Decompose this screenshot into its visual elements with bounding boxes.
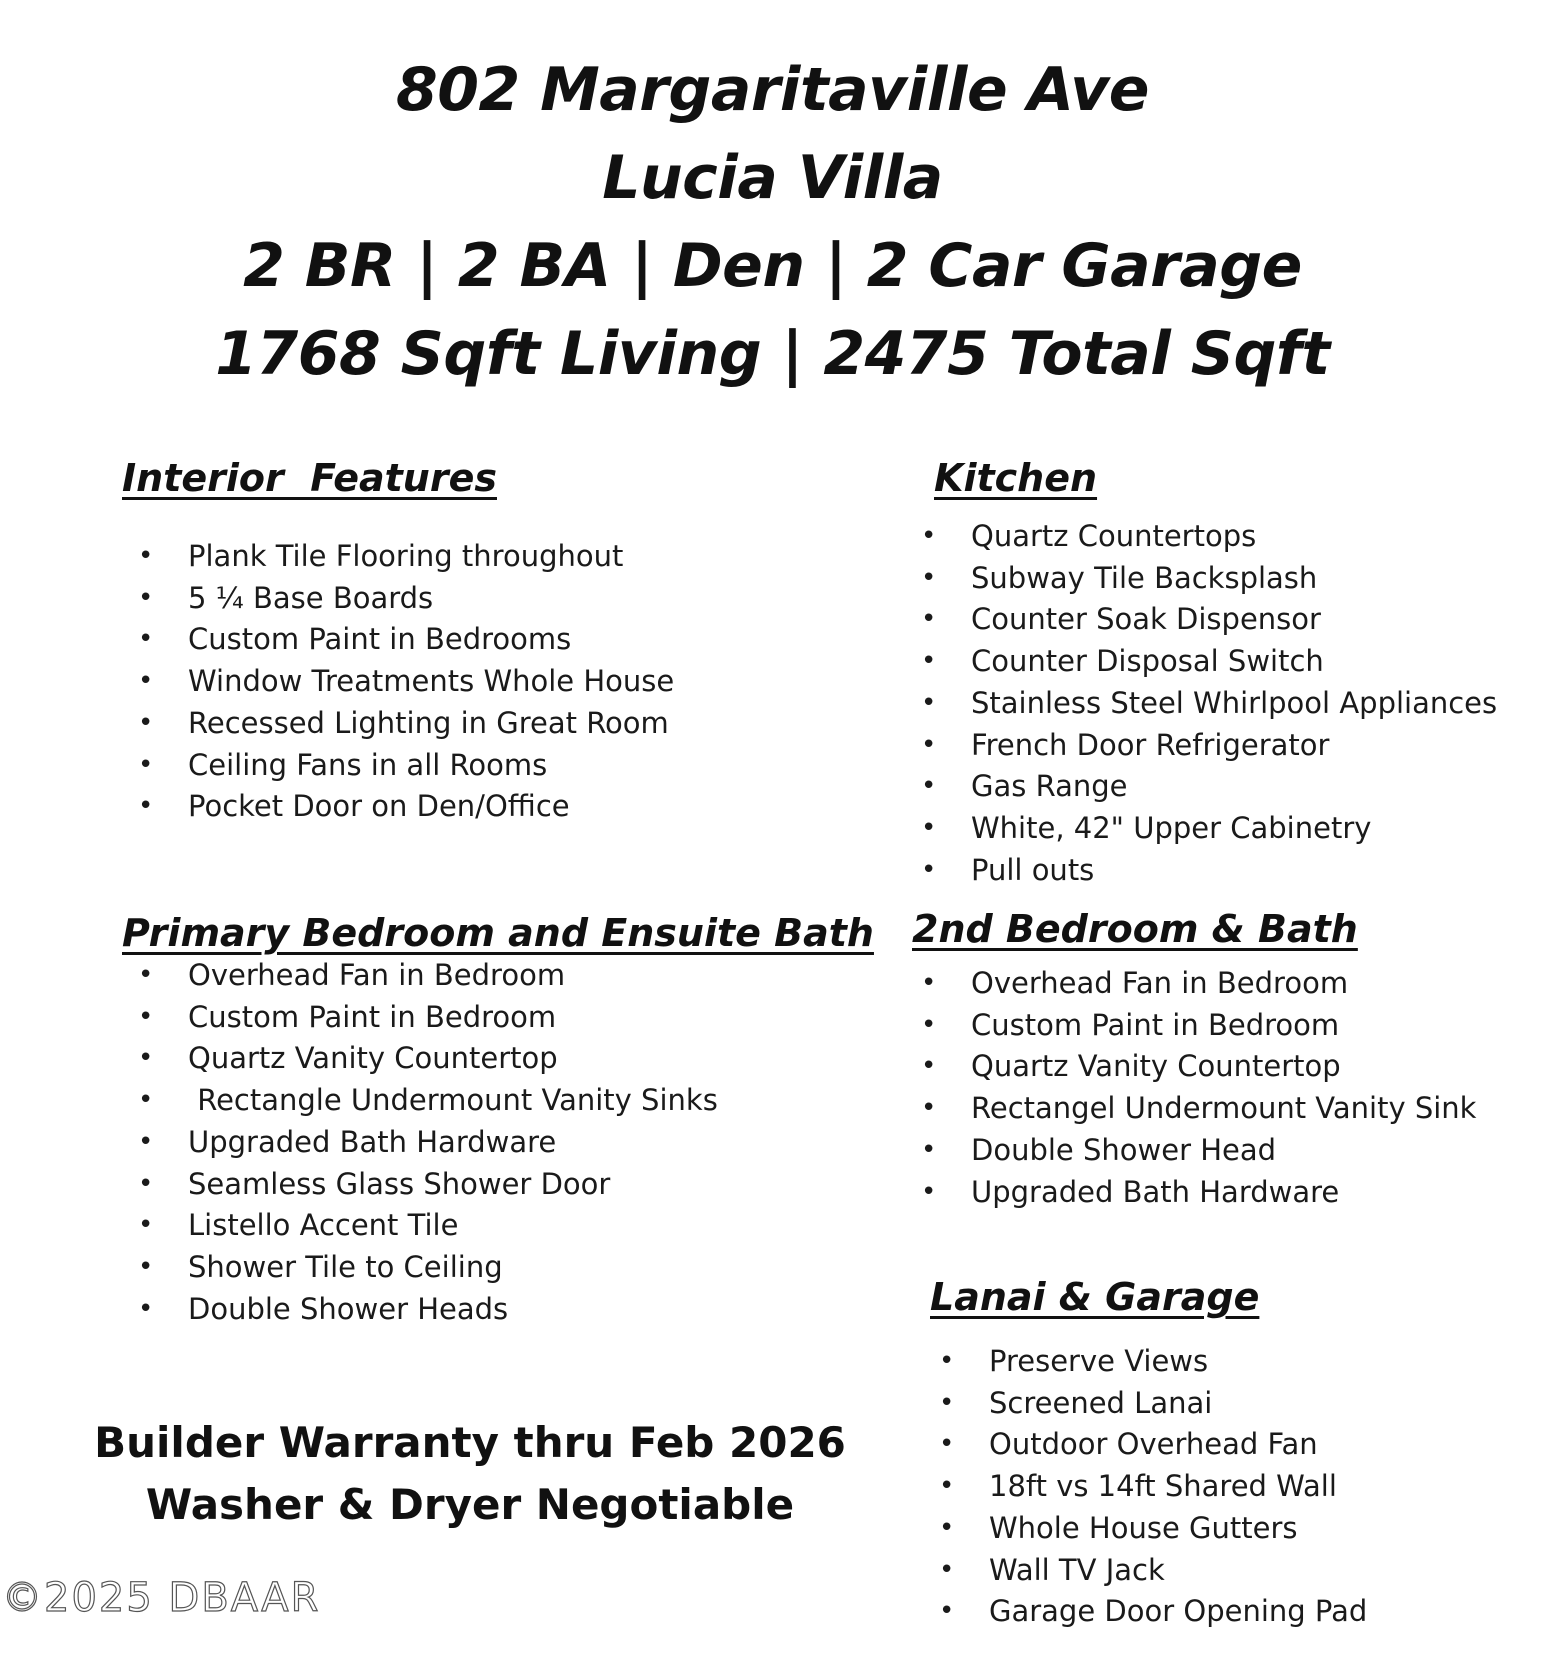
- list-item: [919, 641, 1497, 683]
- list-item-label: Custom Paint in Bedroom: [971, 1007, 1340, 1042]
- list-item: [919, 1088, 1476, 1130]
- lanai-garage-list: [937, 1341, 1367, 1633]
- bullet-icon: •: [939, 1596, 955, 1627]
- list-item: [937, 1466, 1367, 1508]
- list-item-label: Preserve Views: [989, 1344, 1209, 1378]
- list-item: [919, 963, 1476, 1005]
- list-item: [136, 1164, 874, 1206]
- list-item: [136, 703, 674, 745]
- bullet-icon: •: [138, 707, 154, 738]
- bullet-icon: •: [939, 1512, 955, 1543]
- list-item: [136, 1122, 874, 1164]
- bullet-icon: •: [921, 562, 937, 593]
- list-item-label: Upgraded Bath Hardware: [971, 1174, 1340, 1209]
- list-item-label: Subway Tile Backsplash: [971, 560, 1318, 595]
- list-item: [937, 1383, 1367, 1425]
- model-heading: Lucia Villa: [602, 143, 943, 213]
- list-item-label: Double Shower Head: [971, 1132, 1277, 1167]
- address-heading: 802 Margaritaville Ave: [395, 55, 1150, 125]
- list-item: [136, 1205, 874, 1247]
- list-item: [136, 536, 674, 578]
- list-item: [136, 997, 874, 1039]
- lanai-garage-title: Lanai & Garage: [930, 1275, 1260, 1319]
- list-item: [919, 558, 1497, 600]
- list-item-label: Overhead Fan in Bedroom: [188, 958, 566, 992]
- list-item: [919, 850, 1497, 892]
- list-item: [136, 578, 674, 620]
- list-item: [919, 683, 1497, 725]
- list-item-label: 5 ¼ Base Boards: [188, 580, 434, 615]
- list-item-label: 18ft vs 14ft Shared Wall: [989, 1469, 1337, 1504]
- bullet-icon: •: [921, 968, 937, 998]
- list-item-label: Listello Accent Tile: [188, 1208, 459, 1243]
- list-item: [919, 516, 1497, 558]
- list-item-label: Recessed Lighting in Great Room: [188, 705, 669, 740]
- bullet-icon: •: [138, 1085, 154, 1116]
- bullet-icon: •: [921, 646, 937, 677]
- bullet-icon: •: [921, 521, 937, 551]
- list-item: [937, 1341, 1367, 1383]
- list-item: [937, 1591, 1367, 1633]
- list-item-label: Upgraded Bath Hardware: [188, 1124, 557, 1159]
- list-item: [937, 1550, 1367, 1592]
- primary-bedroom-list: [136, 955, 874, 1330]
- list-item-label: Seamless Glass Shower Door: [188, 1166, 611, 1201]
- list-item-label: Pull outs: [971, 852, 1095, 887]
- interior-features-section: [122, 456, 674, 828]
- list-item: [136, 661, 674, 703]
- interior-features-title: Interior Features: [122, 456, 497, 500]
- list-item-label: Window Treatments Whole House: [188, 664, 675, 699]
- second-bedroom-title: 2nd Bedroom & Bath: [912, 907, 1358, 951]
- bullet-icon: •: [138, 960, 154, 990]
- list-item: [136, 1038, 874, 1080]
- bullet-icon: •: [921, 1051, 937, 1082]
- list-item-label: Stainless Steel Whirlpool Appliances: [971, 685, 1498, 720]
- bullet-icon: •: [921, 729, 937, 760]
- bullet-icon: •: [138, 1043, 154, 1074]
- list-item: [136, 1247, 874, 1289]
- list-item: [919, 1130, 1476, 1172]
- bullet-icon: •: [138, 666, 154, 697]
- kitchen-list: [919, 516, 1497, 891]
- bullet-icon: •: [138, 582, 154, 613]
- bullet-icon: •: [921, 771, 937, 802]
- lanai-garage-section: [930, 1275, 1367, 1633]
- list-item-label: Quartz Vanity Countertop: [971, 1049, 1341, 1084]
- list-item: [919, 766, 1497, 808]
- list-item: [136, 955, 874, 997]
- list-item: [937, 1424, 1367, 1466]
- list-item-label: Outdoor Overhead Fan: [989, 1427, 1318, 1462]
- list-item: [136, 1289, 874, 1331]
- list-item: [919, 808, 1497, 850]
- list-item-label: Custom Paint in Bedrooms: [188, 622, 572, 657]
- second-bedroom-section: [912, 907, 1476, 1213]
- bullet-icon: •: [138, 1126, 154, 1157]
- list-item-label: Whole House Gutters: [989, 1510, 1298, 1545]
- bullet-icon: •: [939, 1429, 955, 1460]
- washer-dryer-line: Washer & Dryer Negotiable: [145, 1480, 795, 1529]
- bullet-icon: •: [138, 1251, 154, 1282]
- bullet-icon: •: [138, 1001, 154, 1032]
- list-item-label: Overhead Fan in Bedroom: [971, 966, 1349, 1000]
- bullet-icon: •: [921, 604, 937, 635]
- list-item: [136, 619, 674, 661]
- list-item-label: French Door Refrigerator: [971, 727, 1330, 762]
- bullet-icon: •: [921, 854, 937, 885]
- list-item: [136, 745, 674, 787]
- bullet-icon: •: [939, 1387, 955, 1418]
- list-item-label: Wall TV Jack: [989, 1552, 1165, 1587]
- list-item-label: Quartz Vanity Countertop: [188, 1041, 558, 1076]
- bullet-icon: •: [939, 1554, 955, 1585]
- bullet-icon: •: [921, 812, 937, 843]
- primary-bedroom-title: Primary Bedroom and Ensuite Bath: [122, 911, 874, 955]
- list-item-label: Counter Soak Dispensor: [971, 602, 1321, 637]
- bullet-icon: •: [939, 1346, 955, 1376]
- list-item-label: Counter Disposal Switch: [971, 644, 1324, 679]
- list-item-label: Pocket Door on Den/Office: [188, 789, 570, 824]
- copyright-watermark: ©2025 DBAAR: [2, 1575, 321, 1621]
- kitchen-section: [921, 456, 1498, 891]
- bullet-icon: •: [138, 1210, 154, 1241]
- list-item-label: Garage Door Opening Pad: [989, 1594, 1368, 1629]
- bullet-icon: •: [921, 1134, 937, 1165]
- list-item: [919, 1005, 1476, 1047]
- list-item-label: Double Shower Heads: [188, 1291, 509, 1326]
- list-item: [919, 1046, 1476, 1088]
- bullet-icon: •: [138, 1293, 154, 1324]
- list-item-label: Ceiling Fans in all Rooms: [188, 747, 548, 782]
- kitchen-title: Kitchen: [934, 456, 1098, 500]
- bullet-icon: •: [921, 687, 937, 718]
- list-item-label: Custom Paint in Bedroom: [188, 999, 557, 1034]
- list-item: [937, 1508, 1367, 1550]
- bullet-icon: •: [138, 1168, 154, 1199]
- bullet-icon: •: [138, 749, 154, 780]
- bullet-icon: •: [921, 1093, 937, 1124]
- primary-bedroom-section: [122, 911, 874, 1330]
- bullet-icon: •: [939, 1471, 955, 1502]
- list-item: [136, 786, 674, 828]
- bullet-icon: •: [921, 1176, 937, 1207]
- listing-header: [0, 46, 1545, 398]
- list-item: [919, 599, 1497, 641]
- bullet-icon: •: [138, 541, 154, 571]
- list-item-label: White, 42" Upper Cabinetry: [971, 810, 1372, 845]
- warranty-note: [60, 1412, 880, 1536]
- list-item: [136, 1080, 874, 1122]
- bullet-icon: •: [138, 791, 154, 822]
- rooms-heading: 2 BR | 2 BA | Den | 2 Car Garage: [243, 231, 1302, 301]
- list-item-label: Rectangle Undermount Vanity Sinks: [188, 1083, 718, 1118]
- list-item-label: Gas Range: [971, 769, 1128, 804]
- list-item: [919, 1172, 1476, 1214]
- warranty-line: Builder Warranty thru Feb 2026: [94, 1418, 846, 1467]
- list-item-label: Quartz Countertops: [971, 519, 1257, 553]
- sqft-heading: 1768 Sqft Living | 2475 Total Sqft: [215, 319, 1330, 389]
- list-item: [919, 725, 1497, 767]
- interior-features-list: [136, 536, 674, 828]
- bullet-icon: •: [921, 1009, 937, 1040]
- list-item-label: Shower Tile to Ceiling: [188, 1249, 503, 1284]
- list-item-label: Screened Lanai: [989, 1385, 1213, 1420]
- list-item-label: Rectangel Undermount Vanity Sink: [971, 1091, 1477, 1126]
- list-item-label: Plank Tile Flooring throughout: [188, 539, 624, 573]
- bullet-icon: •: [138, 624, 154, 655]
- second-bedroom-list: [919, 963, 1476, 1213]
